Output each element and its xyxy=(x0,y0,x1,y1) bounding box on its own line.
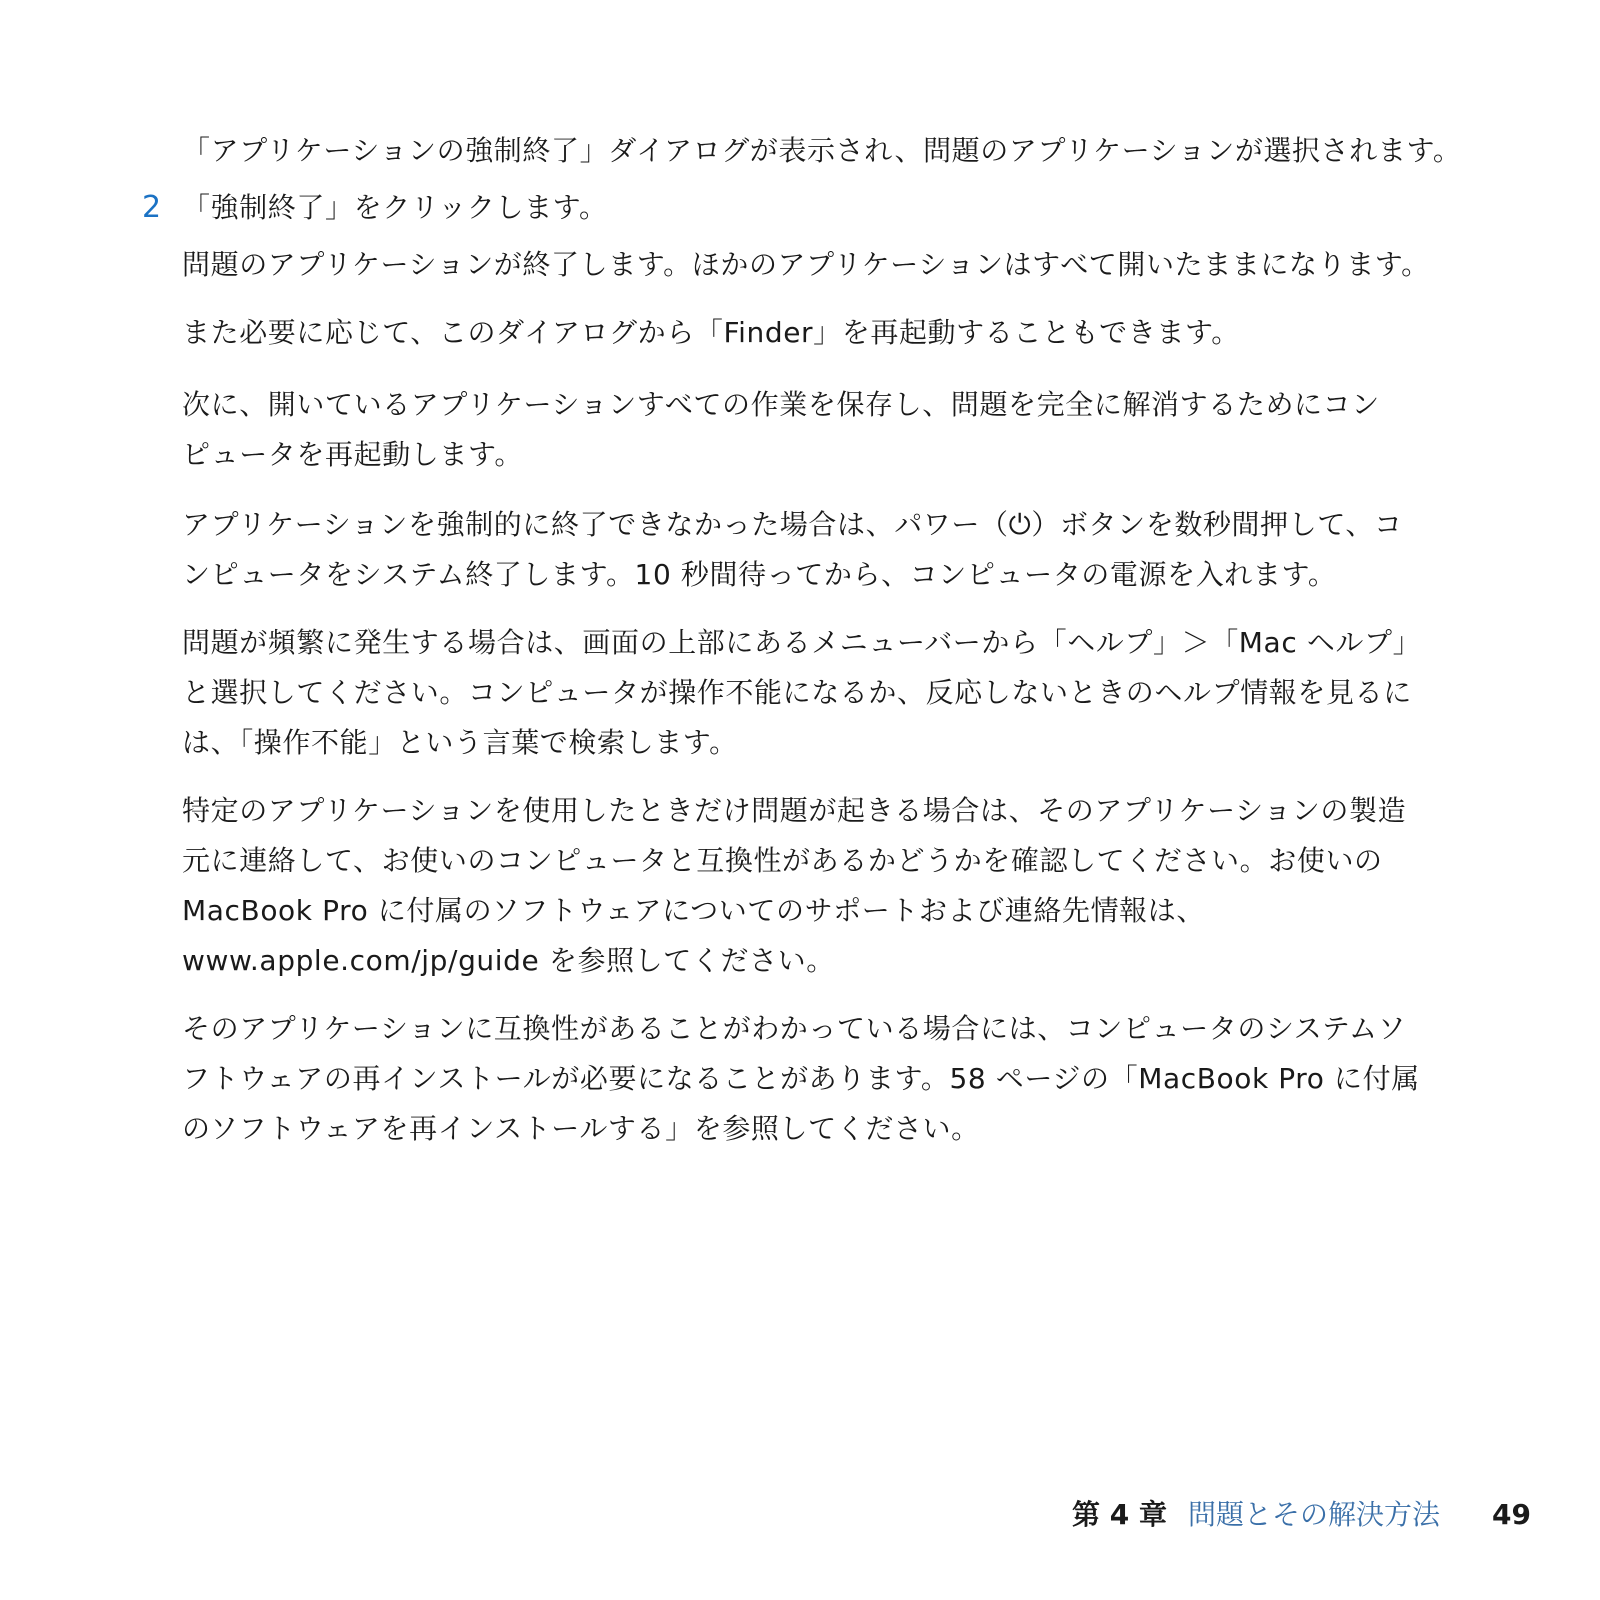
footer-chapter-title: 問題とその解決方法 xyxy=(1188,1498,1441,1531)
text-line: また必要に応じて、このダイアログから「Finder」を再起動することもできます。 xyxy=(182,316,1240,349)
text-line: ンピュータをシステム終了します。10 秒間待ってから、コンピュータの電源を入れます。 xyxy=(182,558,1337,591)
text-line: 次に、開いているアプリケーションすべての作業を保存し、問題を完全に解消するためにコン xyxy=(182,388,1380,421)
text-line: は、「操作不能」という言葉で検索します。 xyxy=(182,726,738,759)
paragraph-app-quits xyxy=(182,240,1472,290)
paragraph-save-restart xyxy=(182,380,1472,480)
text-line: と選択してください。コンピュータが操作不能になるか、反応しないときのヘルプ情報を見るに xyxy=(182,676,1412,709)
paragraph-dialog-shown xyxy=(182,126,1472,176)
step-number: 2 xyxy=(142,190,162,225)
paragraph-contact-manufacturer xyxy=(182,786,1472,986)
text-line: フトウェアの再インストールが必要になることがあります。58 ページの「MacBook Pro に付属 xyxy=(182,1062,1420,1095)
text-line: 「強制終了」をクリックします。 xyxy=(182,191,608,224)
text-line: MacBook Pro に付属のソフトウェアについてのサポートおよび連絡先情報は、 xyxy=(182,894,1205,927)
paragraph-restart-finder xyxy=(182,308,1472,358)
paragraph-help-menu xyxy=(182,618,1472,768)
paragraph-power-button xyxy=(182,500,1472,600)
text-line: 特定のアプリケーションを使用したときだけ問題が起きる場合は、そのアプリケーションの製造 xyxy=(182,794,1407,827)
text-line: 問題のアプリケーションが終了します。ほかのアプリケーションはすべて開いたままになります。 xyxy=(182,248,1430,281)
text-line: のソフトウェアを再インストールする」を参照してください。 xyxy=(182,1112,980,1145)
footer-chapter-label: 第 4 章 xyxy=(1072,1498,1167,1531)
paragraph-reinstall-software xyxy=(182,1004,1472,1154)
step-2-instruction xyxy=(182,183,1472,233)
text-line: 「アプリケーションの強制終了」ダイアログが表示され、問題のアプリケーションが選択されます。 xyxy=(182,134,1462,167)
text-line: そのアプリケーションに互換性があることがわかっている場合には、コンピュータのシステムソ xyxy=(182,1012,1407,1045)
text-line: 問題が頻繁に発生する場合は、画面の上部にあるメニューバーから「ヘルプ」＞「Mac ヘルプ」 xyxy=(182,626,1422,659)
text-line: アプリケーションを強制的に終了できなかった場合は、パワー（⏻）ボタンを数秒間押して、コ xyxy=(182,508,1403,541)
text-line: www.apple.com/jp/guide を参照してください。 xyxy=(182,944,835,977)
text-line: 元に連絡して、お使いのコンピュータと互換性があるかどうかを確認してください。お使いの xyxy=(182,844,1383,877)
page-number: 49 xyxy=(1492,1498,1531,1531)
text-line: ピュータを再起動します。 xyxy=(182,438,523,471)
